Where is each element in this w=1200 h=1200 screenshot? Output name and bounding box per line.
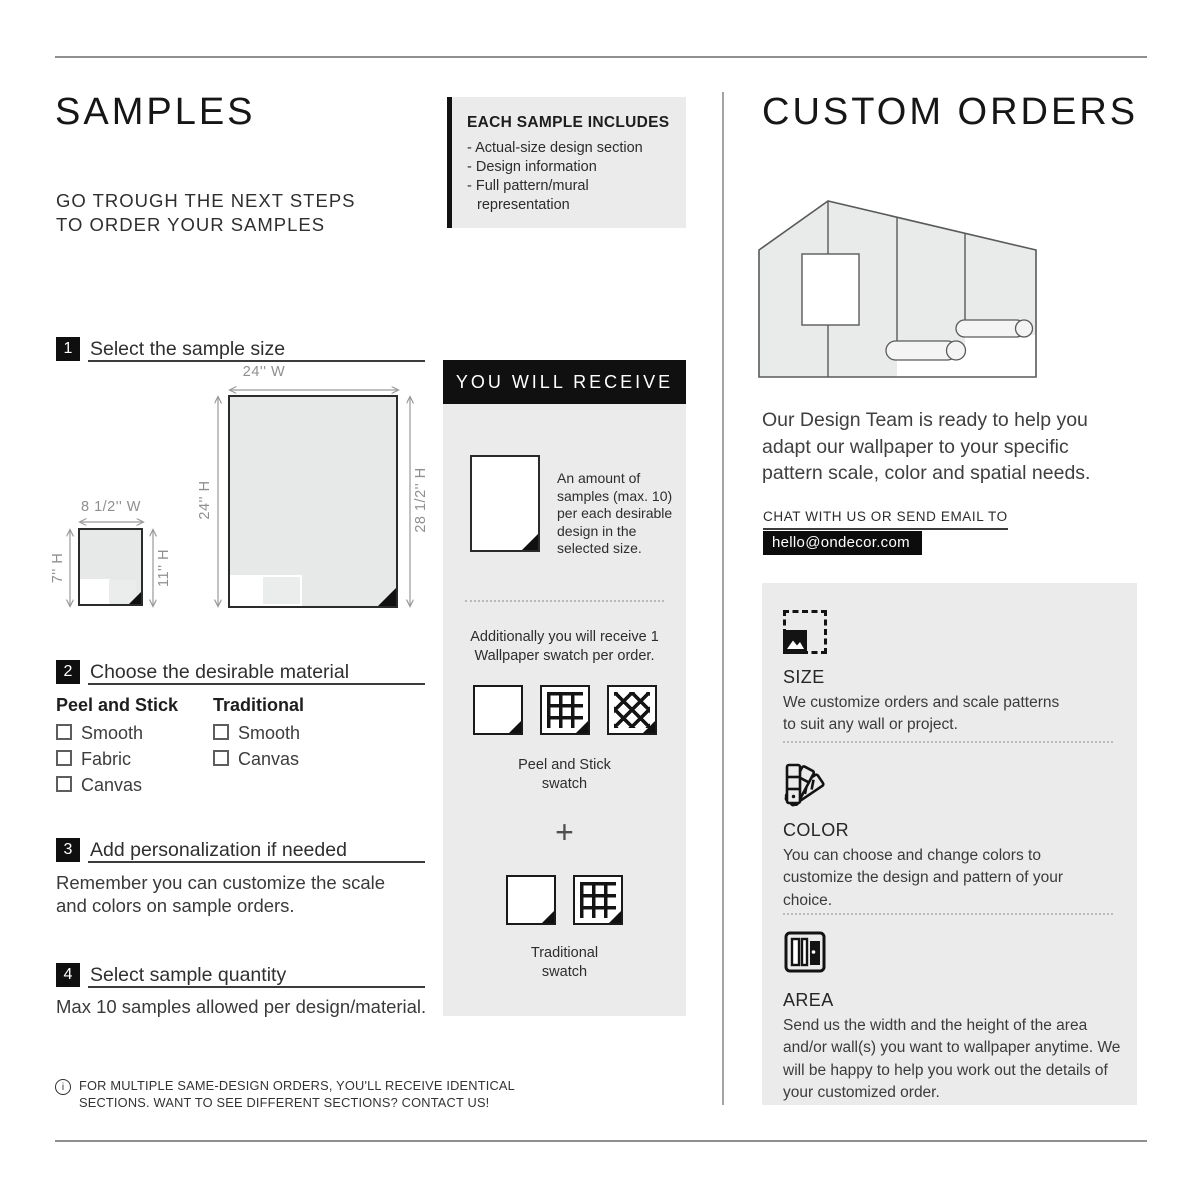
each-sample-includes-box xyxy=(447,97,686,228)
custom-orders-title: CUSTOM ORDERS xyxy=(762,91,1139,133)
you-will-receive-box xyxy=(443,404,686,1016)
chat-with-us-label: CHAT WITH US OR SEND EMAIL TO xyxy=(763,509,1008,530)
bottom-rule xyxy=(55,1140,1147,1142)
includes-item: - Full pattern/mural representation xyxy=(467,177,676,215)
feature-color-title: COLOR xyxy=(783,820,850,840)
step-4-header xyxy=(56,963,425,987)
custom-orders-features-box xyxy=(762,583,1137,1105)
dim-label-large-height-right: 28 1/2'' H xyxy=(413,467,429,533)
footnote-text: FOR MULTIPLE SAME-DESIGN ORDERS, YOU'LL RECEIVE IDENTICAL SECTIONS. WANT TO SEE DIFFERENT SECTIONS? CONTACT US! xyxy=(79,1078,515,1110)
folded-corner xyxy=(509,721,521,733)
materials-traditional-column xyxy=(213,695,304,775)
info-icon: i xyxy=(55,1079,71,1095)
folded-corner xyxy=(378,588,396,606)
samples-subtitle: GO TROUGH THE NEXT STEPS TO ORDER YOUR SAMPLES xyxy=(56,190,356,235)
feature-area-title: AREA xyxy=(783,990,834,1010)
samples-amount-text: An amount of samples (max. 10) per each desirable design in the selected size. xyxy=(557,470,673,556)
swatch-cross-pattern xyxy=(607,685,657,735)
area-wall-icon xyxy=(783,930,827,974)
sample-size-large xyxy=(228,395,398,608)
checkbox-icon[interactable] xyxy=(56,776,72,792)
traditional-swatch-row xyxy=(443,875,686,925)
image-icon xyxy=(783,630,807,654)
swatch-blank xyxy=(506,875,556,925)
step-underline xyxy=(88,986,425,988)
checkbox-icon[interactable] xyxy=(213,750,229,766)
checkbox-icon[interactable] xyxy=(56,724,72,740)
top-rule xyxy=(55,56,1147,58)
material-option-label: Fabric xyxy=(81,749,132,769)
sample-pattern-square xyxy=(263,577,300,604)
custom-orders-intro: Our Design Team is ready to help you adapt our wallpaper to your specific pattern scale, color and spatial needs. xyxy=(762,409,1091,485)
step-underline xyxy=(88,683,425,685)
footnote xyxy=(55,1078,540,1111)
step-3-label: Add personalization if needed xyxy=(90,839,347,861)
material-option-label: Canvas xyxy=(238,749,300,769)
peel-swatch-row xyxy=(443,685,686,735)
step-2-label: Choose the desirable material xyxy=(90,661,350,683)
checkbox-icon[interactable] xyxy=(213,724,229,740)
step-4-note: Max 10 samples allowed per design/material. xyxy=(56,996,427,1017)
step-underline xyxy=(88,360,425,362)
samples-title: SAMPLES xyxy=(55,91,256,133)
material-option-row[interactable] xyxy=(56,775,178,796)
step-4-number: 4 xyxy=(56,963,80,987)
folded-corner xyxy=(522,534,538,550)
step-3-note: Remember you can customize the scale and colors on sample orders. xyxy=(56,872,386,916)
dim-label-small-height-right: 11'' H xyxy=(156,548,172,588)
dim-label-large-height-left: 24'' H xyxy=(197,480,213,520)
material-option-row[interactable] xyxy=(213,749,304,770)
swatch-grid-pattern xyxy=(540,685,590,735)
dim-label-small-height-left: 7'' H xyxy=(50,552,66,584)
step-4-label: Select sample quantity xyxy=(90,964,287,986)
dotted-divider xyxy=(783,913,1113,915)
material-option-row[interactable] xyxy=(56,723,178,744)
step-1-number: 1 xyxy=(56,337,80,361)
sample-sheet-illustration xyxy=(470,455,540,552)
feature-size-title: SIZE xyxy=(783,667,825,687)
materials-peel-column xyxy=(56,695,178,801)
includes-item: - Actual-size design section xyxy=(467,139,676,158)
peel-and-stick-title: Peel and Stick xyxy=(56,695,179,715)
step-2-number: 2 xyxy=(56,660,80,684)
peel-swatch-label: Peel and Stick swatch xyxy=(518,757,611,792)
material-option-row[interactable] xyxy=(213,723,304,744)
swatch-grid-pattern xyxy=(573,875,623,925)
step-underline xyxy=(88,861,425,863)
color-swatches-icon xyxy=(783,762,831,808)
sample-size-small xyxy=(78,528,143,606)
material-option-row[interactable] xyxy=(56,749,178,770)
sample-design-section xyxy=(80,579,110,604)
feature-color-desc: You can choose and change colors to customize the design and pattern of your choice. xyxy=(783,847,1064,909)
feature-size-desc: We customize orders and scale patterns to suit any wall or project. xyxy=(783,694,1060,734)
folded-corner xyxy=(643,721,655,733)
material-option-label: Canvas xyxy=(81,775,143,795)
email-link[interactable]: hello@ondecor.com xyxy=(763,531,922,555)
size-icon xyxy=(783,610,827,654)
dotted-divider xyxy=(465,600,664,602)
house-wallpaper-illustration xyxy=(757,196,1041,382)
additional-swatch-text: Additionally you will receive 1 Wallpaper swatch per order. xyxy=(470,629,659,664)
traditional-title: Traditional xyxy=(213,695,305,715)
feature-area-desc: Send us the width and the height of the area and/or wall(s) you want to wallpaper anytime. We will be happy to help you work out the details of your customized order. xyxy=(783,1017,1121,1102)
folded-corner xyxy=(576,721,588,733)
folded-corner xyxy=(609,911,621,923)
material-option-label: Smooth xyxy=(238,723,301,743)
step-1-header xyxy=(56,337,425,361)
dim-label-small-width: 8 1/2'' W xyxy=(80,499,142,515)
traditional-swatch-label: Traditional swatch xyxy=(530,945,599,980)
folded-corner xyxy=(542,911,554,923)
plus-icon: + xyxy=(555,814,574,850)
includes-item: - Design information xyxy=(467,158,676,177)
material-option-label: Smooth xyxy=(81,723,144,743)
folded-corner xyxy=(129,592,141,604)
dim-label-large-width: 24'' W xyxy=(242,364,286,380)
includes-title: EACH SAMPLE INCLUDES xyxy=(467,114,670,131)
you-will-receive-header: YOU WILL RECEIVE xyxy=(443,360,686,404)
step-2-header xyxy=(56,660,425,684)
step-3-number: 3 xyxy=(56,838,80,862)
sample-design-section xyxy=(230,575,302,606)
step-3-header xyxy=(56,838,425,862)
swatch-blank xyxy=(473,685,523,735)
column-divider xyxy=(722,92,724,1105)
step-1-label: Select the sample size xyxy=(90,338,286,360)
dotted-divider xyxy=(783,741,1113,743)
checkbox-icon[interactable] xyxy=(56,750,72,766)
